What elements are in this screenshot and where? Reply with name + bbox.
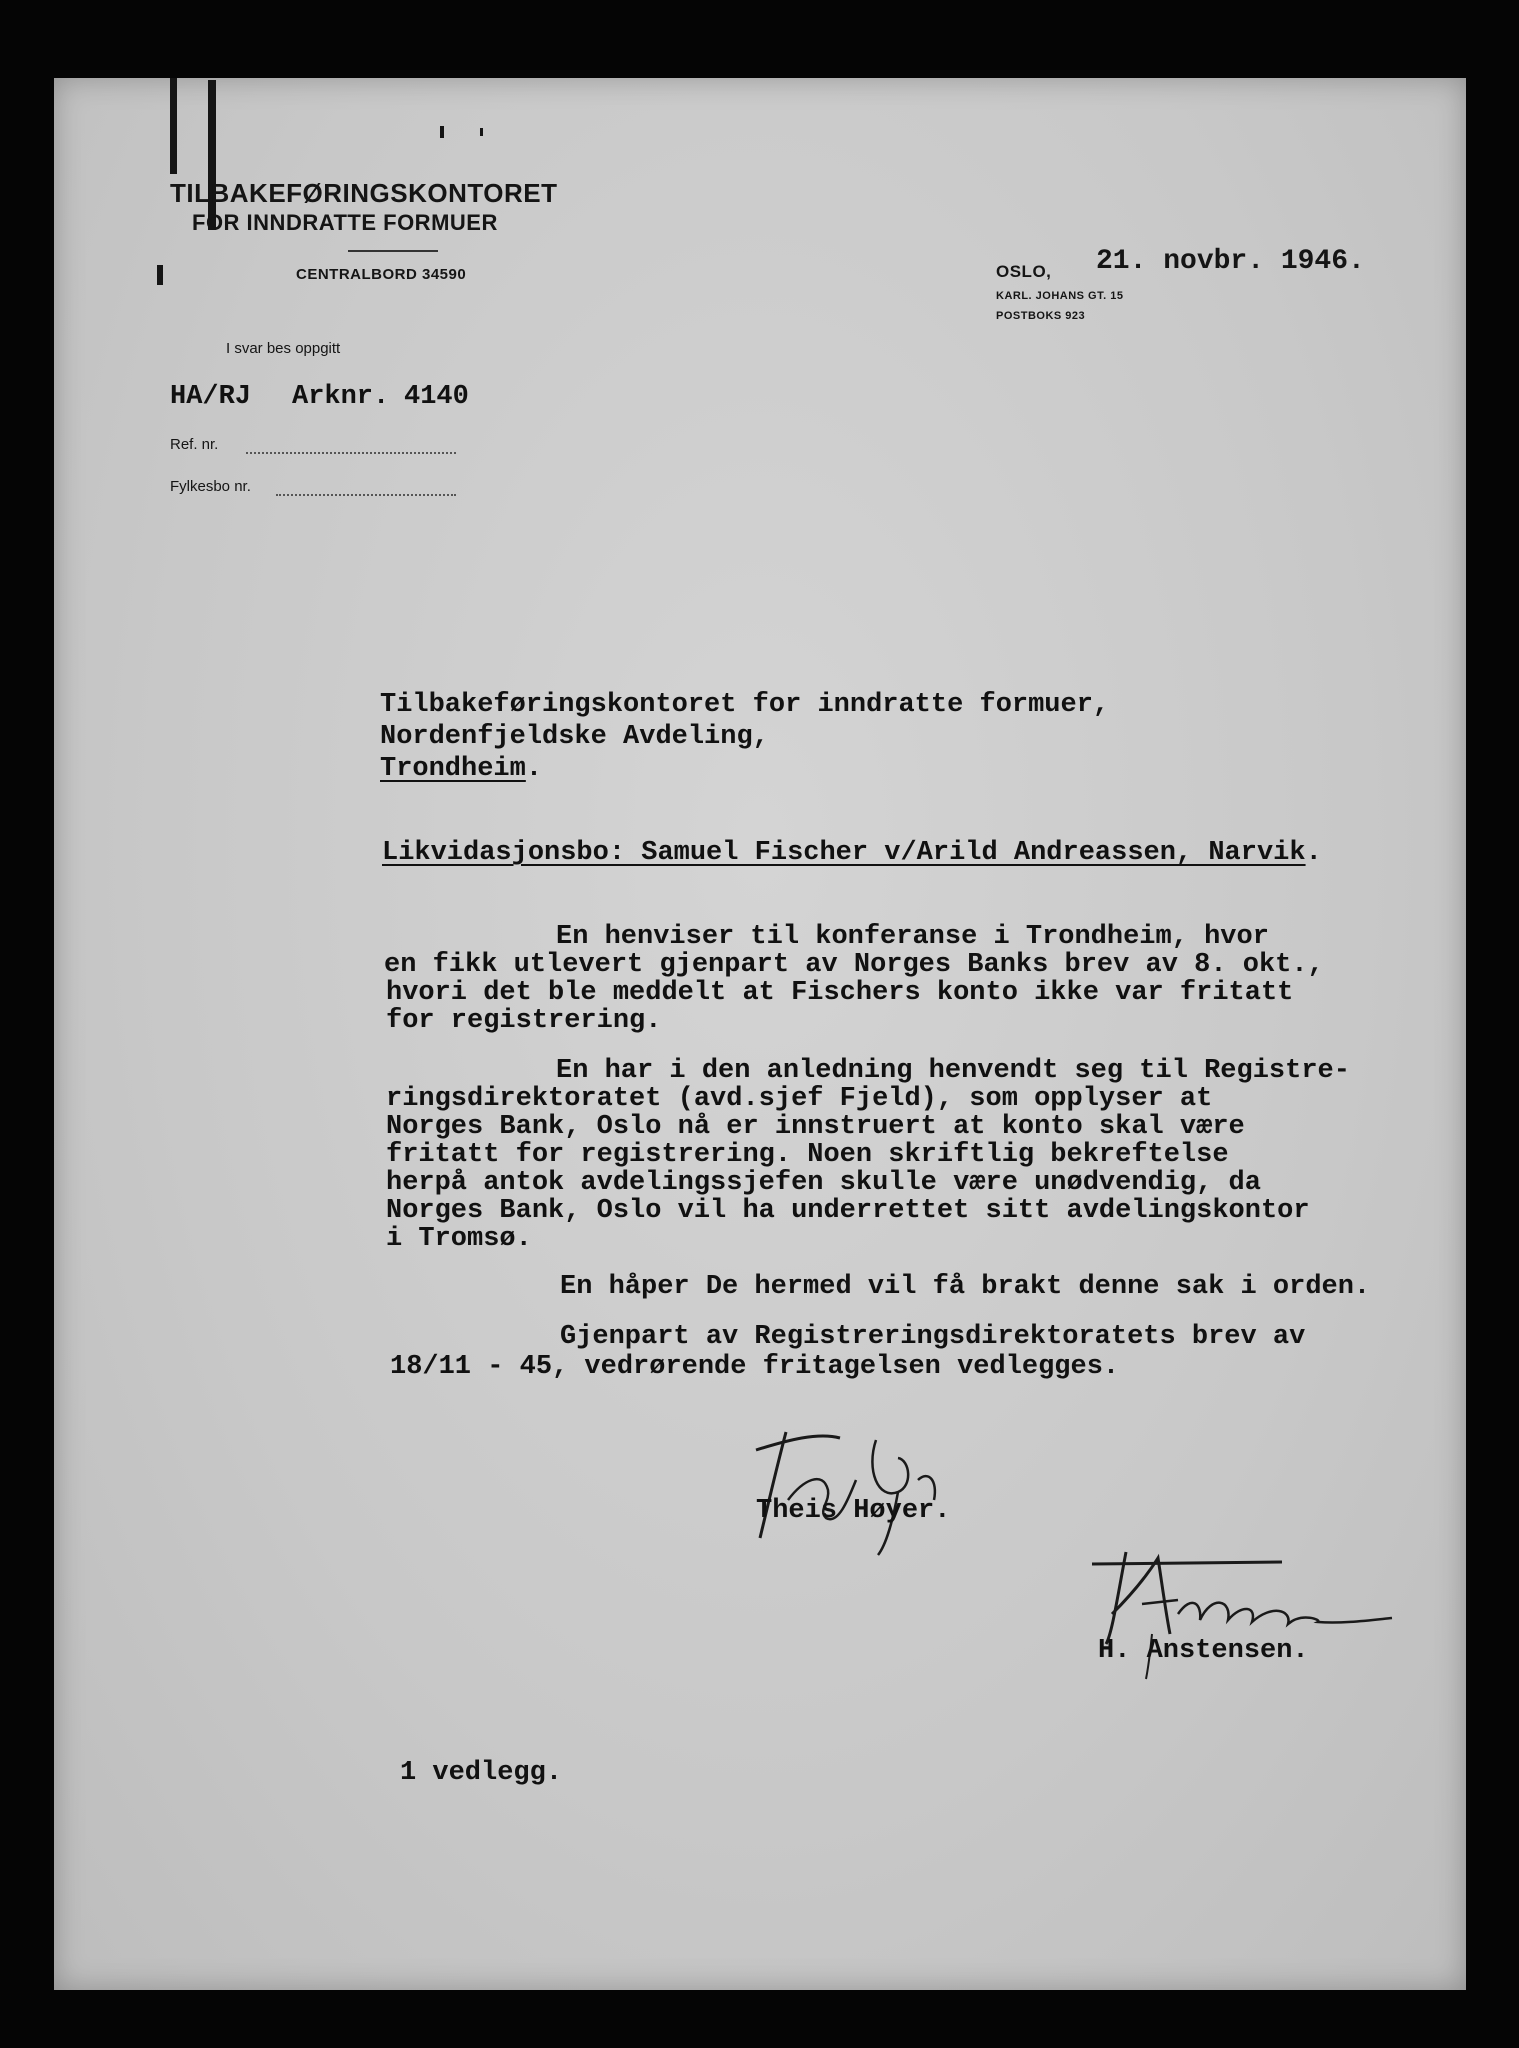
body-line: En henviser til konferanse i Trondheim, hvor	[556, 922, 1269, 952]
reply-instruction: I svar bes oppgitt	[226, 340, 341, 357]
body-line: Norges Bank, Oslo nå er innstruert at konto skal være	[386, 1112, 1245, 1142]
body-line: ringsdirektoratet (avd.sjef Fjeld), som opplyser at	[386, 1084, 1213, 1114]
arkiv-label: Arknr.	[292, 382, 390, 412]
subject-line	[382, 838, 1322, 868]
postbox: POSTBOKS 923	[996, 310, 1086, 322]
recipient-city-period: .	[525, 754, 543, 784]
letter-date: 21. novbr. 1946.	[1096, 246, 1365, 277]
recipient-line: Tilbakeføringskontoret for inndratte formuer,	[380, 690, 1110, 720]
body-line: herpå antok avdelingssjefen skulle være unødvendig, da	[386, 1168, 1261, 1198]
body-line: i Tromsø.	[386, 1224, 532, 1254]
ref-line	[246, 452, 456, 454]
org-name: TILBAKEFØRINGSKONTORET	[170, 178, 558, 208]
staple-mark	[170, 78, 177, 174]
body-line: En håper De hermed vil få brakt denne sak i orden.	[560, 1272, 1371, 1302]
recipient-city	[380, 754, 542, 784]
ink-dot	[440, 126, 444, 138]
org-subtitle: FOR INNDRATTE FORMUER	[192, 210, 498, 235]
recipient-city-name: Trondheim	[380, 754, 526, 784]
letterhead-divider	[348, 250, 438, 252]
ink-dot	[157, 265, 163, 285]
ink-dot	[480, 128, 483, 136]
recipient-line: Nordenfjeldske Avdeling,	[380, 722, 769, 752]
subject-text: Likvidasjonsbo: Samuel Fischer v/Arild Andreassen, Narvik	[382, 838, 1306, 868]
signer-name-anstensen: H. Anstensen.	[1098, 1636, 1309, 1666]
phone-number: CENTRALBORD 34590	[296, 266, 467, 283]
body-line: 18/11 - 45, vedrørende fritagelsen vedlegges.	[390, 1352, 1120, 1382]
body-line: fritatt for registrering. Noen skriftlig bekreftelse	[386, 1140, 1229, 1170]
city-label: OSLO,	[996, 262, 1052, 281]
fylkesbo-label: Fylkesbo nr.	[170, 478, 251, 495]
signer-name-hoyer: Theis Høyer.	[756, 1496, 951, 1526]
enclosure-note: 1 vedlegg.	[400, 1758, 563, 1788]
body-line: Norges Bank, Oslo vil ha underrettet sitt avdelingskontor	[386, 1196, 1310, 1226]
street-address: KARL. JOHANS GT. 15	[996, 290, 1124, 302]
subject-period: .	[1305, 838, 1322, 868]
body-line: for registrering.	[386, 1006, 662, 1036]
arkiv-number: 4140	[404, 382, 469, 412]
body-line: en fikk utlevert gjenpart av Norges Banks brev av 8. okt.,	[384, 950, 1324, 980]
reference-code: HA/RJ	[170, 382, 252, 412]
ref-label: Ref. nr.	[170, 436, 219, 453]
body-line: Gjenpart av Registreringsdirektoratets brev av	[560, 1322, 1306, 1352]
body-line: En har i den anledning henvendt seg til Registre-	[556, 1056, 1350, 1086]
letter-page	[54, 78, 1466, 1990]
handwritten-signature-hoyer	[748, 1410, 998, 1560]
body-line: hvori det ble meddelt at Fischers konto ikke var fritatt	[386, 978, 1294, 1008]
fylkesbo-line	[276, 494, 456, 496]
